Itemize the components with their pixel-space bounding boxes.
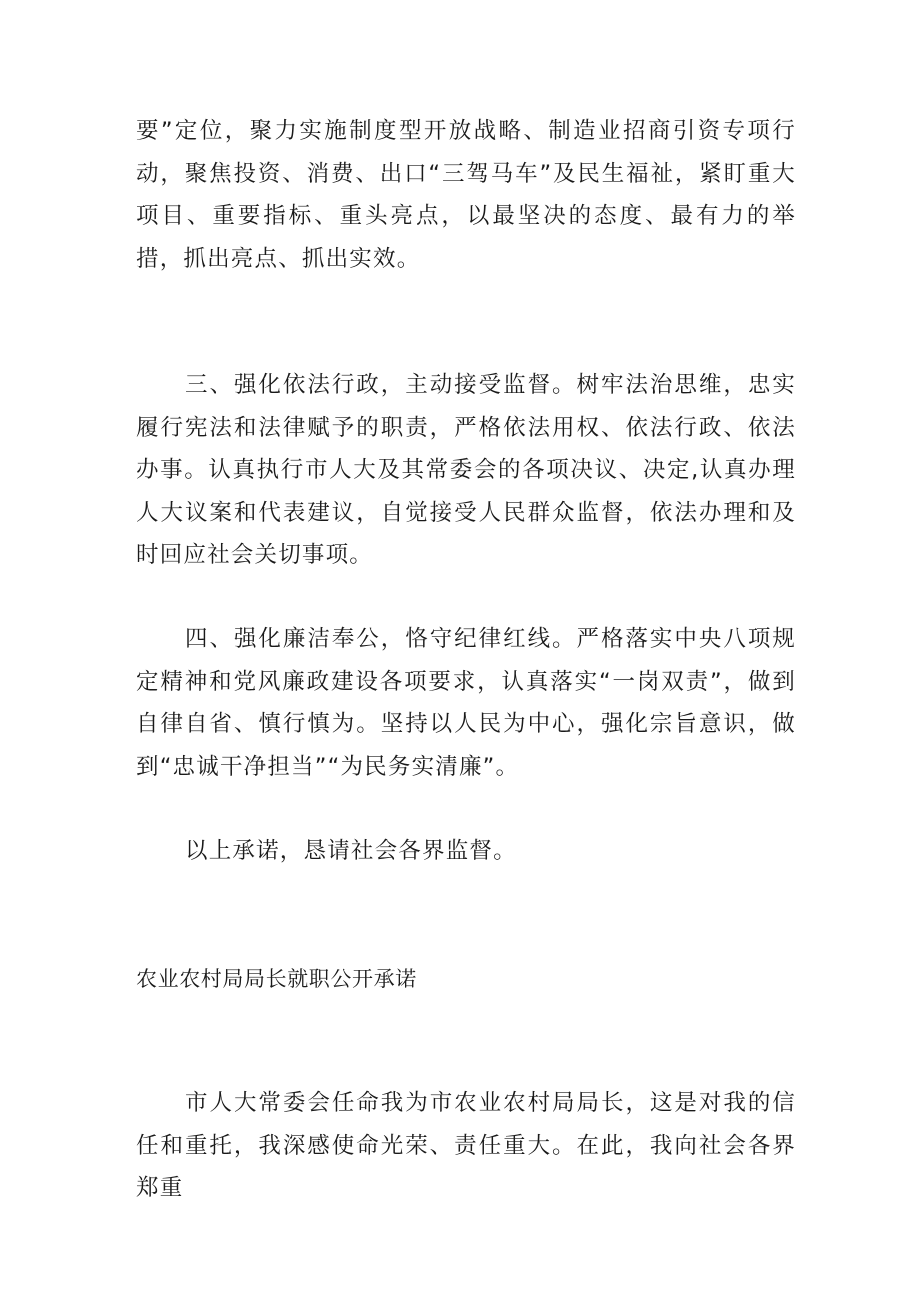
paragraph-intro: 市人大常委会任命我为市农业农村局局长，这是对我的信任和重托，我深感使命光荣、责任重大。在此，我向社会各界郑重	[136, 1090, 796, 1201]
paragraph-integrity: 四、强化廉洁奉公，恪守纪律红线。严格落实中央八项规定精神和党风廉政建设各项要求，认真落实“一岗双责”，做到自律自省、慎行慎为。坚持以人民为中心，强化宗旨意识，做到“忠诚干净担当”“为民务实清廉”。	[136, 626, 796, 780]
section-title: 农业农村局局长就职公开承诺	[136, 967, 417, 991]
paragraph-continuation: 要”定位，聚力实施制度型开放战略、制造业招商引资专项行动，聚焦投资、消费、出口“三驾马车”及民生福祉，紧盯重大项目、重要指标、重头亮点，以最坚决的态度、最有力的举措，抓出亮点、抓出实效。	[136, 118, 796, 272]
paragraph-rule-of-law: 三、强化依法行政，主动接受监督。树牢法治思维，忠实履行宪法和法律赋予的职责，严格依法用权、依法行政、依法办事。认真执行市人大及其常委会的各项决议、决定,认真办理人大议案和代表建议，自觉接受人民群众监督，依法办理和及时回应社会关切事项。	[136, 372, 796, 568]
paragraph-closing: 以上承诺，恳请社会各界监督。	[185, 838, 517, 864]
